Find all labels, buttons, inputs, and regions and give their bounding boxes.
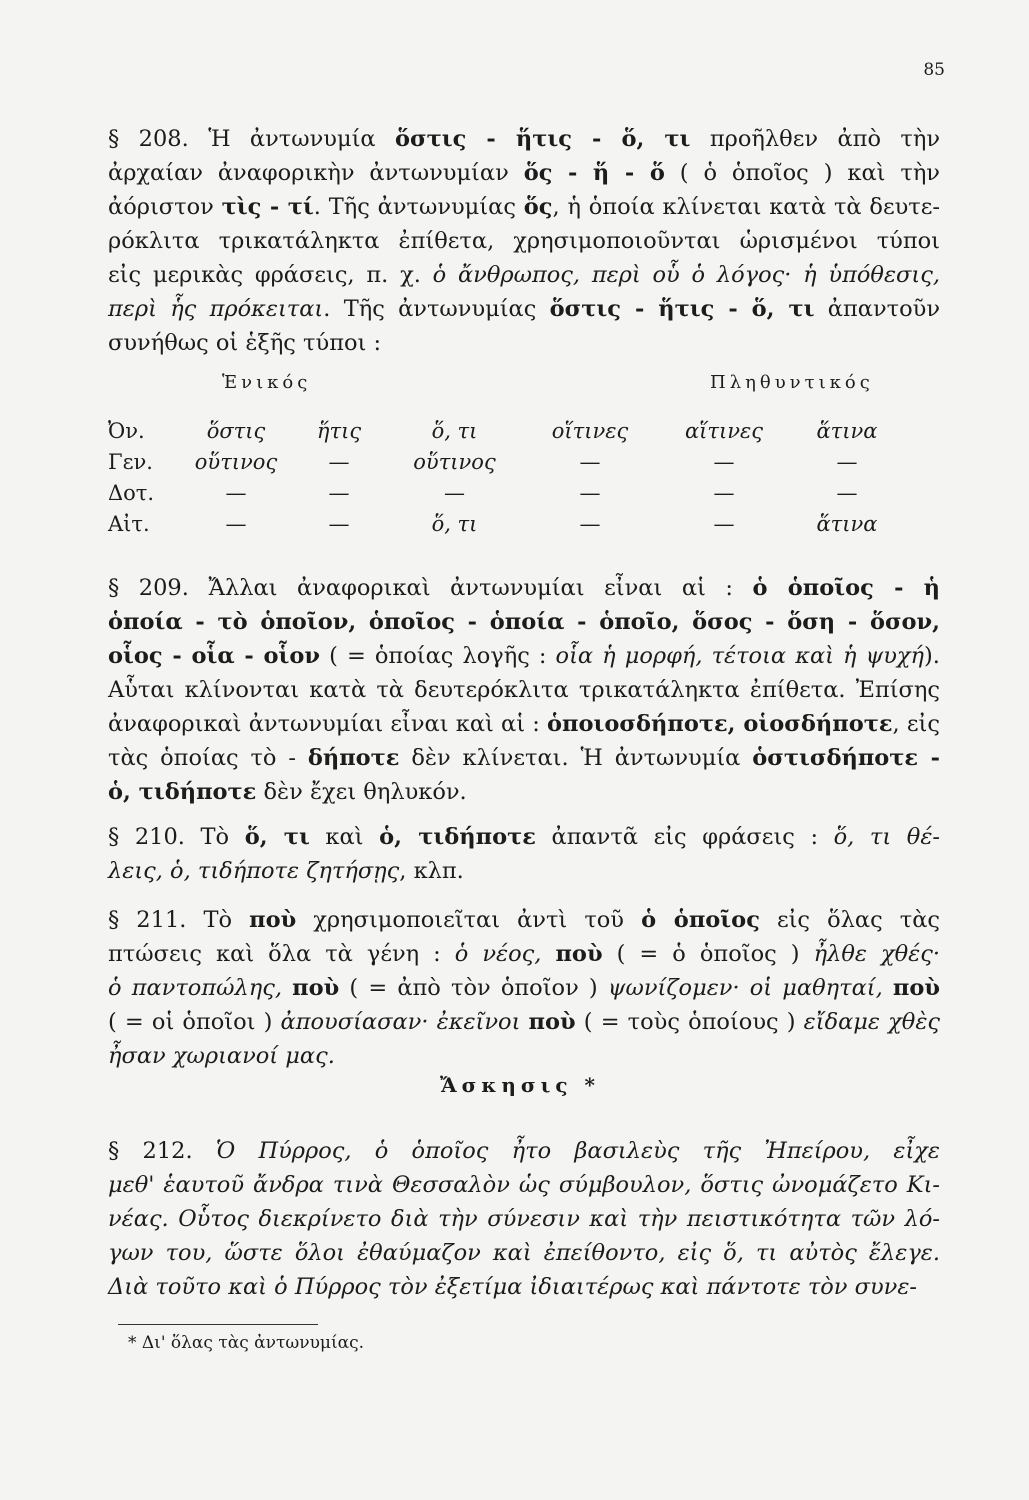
declension-table — [108, 412, 905, 536]
text-line — [108, 156, 940, 190]
declension-cell: ἅτινα — [816, 419, 878, 443]
declension-cell: — — [225, 512, 247, 536]
bold-term: ὅστις - ἥτις - ὅ, τι — [395, 126, 691, 152]
italic-example: ὁ νέος, — [454, 941, 556, 967]
declension-cell: οὕτινος — [194, 450, 278, 474]
italic-example: Διὰ τοῦτο καὶ ὁ Πύρρος τὸν ἐξετίμα ἰδιαιτέρως καὶ πάντοτε τὸν συνε- — [108, 1274, 918, 1300]
declension-cell: — — [328, 450, 350, 474]
declension-cell: — — [713, 512, 735, 536]
text-line — [108, 326, 940, 360]
declension-cell: ὅ, τι — [431, 512, 478, 536]
italic-example: ἦλθε χθές· — [813, 941, 940, 967]
text-segment: § 210. — [108, 824, 201, 850]
text-segment: , εἰς — [892, 711, 940, 737]
text-line — [108, 224, 940, 258]
text-segment: Αὗται κλίνονται κατὰ τὰ δευτερόκλιτα τρικατάληκτα ἐπίθετα. Ἐπίσης — [108, 677, 940, 703]
text-segment: τὰς ὁποίας τὸ - — [108, 745, 308, 771]
declension-cell: αἵτινες — [684, 419, 764, 443]
text-segment: χρησιμοποιεῖται ἀντὶ τοῦ — [296, 907, 642, 933]
italic-example: λεις, ὁ, τιδήποτε ζητήσῃς — [108, 858, 400, 884]
bold-term: οἷος - οἷα - οἷον — [108, 643, 321, 669]
text-segment: εἰς μερικὰς φράσεις, π. χ. — [108, 262, 433, 288]
text-segment: ἀπαντοῦν — [814, 296, 940, 322]
bold-term: ὅστις - ἥτις - ὅ, τι — [549, 296, 815, 322]
text-segment: § 208. — [108, 126, 209, 152]
declension-cell: — — [579, 512, 601, 536]
italic-example: ἦσαν χωριανοί μας. — [108, 1043, 335, 1069]
declension-cell: οὕτινος — [413, 450, 496, 474]
text-segment: § 212. — [108, 1138, 216, 1164]
text-segment: . Τῆς ἀντωνυμίας — [323, 296, 550, 322]
declension-cell: — — [579, 481, 601, 505]
text-segment: ( = τοὺς ὁποίους ) — [575, 1009, 804, 1035]
text-line — [108, 1039, 940, 1073]
declension-cell: — — [328, 512, 350, 536]
text-segment: ἀρχαίαν ἀναφορικὴν ἀντωνυμίαν — [108, 160, 524, 186]
text-line — [108, 1236, 940, 1270]
text-segment: , κλπ. — [399, 858, 464, 884]
case-label: Γεν. — [108, 450, 153, 474]
text-line — [108, 1202, 940, 1236]
declension-cell: — — [836, 450, 858, 474]
text-segment: ( = ἀπὸ τὸν ὁποῖον ) — [339, 975, 608, 1001]
text-line — [108, 292, 940, 326]
text-segment: ). — [924, 643, 940, 669]
text-line — [108, 605, 940, 639]
text-line — [108, 190, 940, 224]
bold-term: ποὺ — [555, 941, 603, 967]
exercise-heading: Ἄσκησις * — [440, 1073, 600, 1097]
case-label: Αἰτ. — [108, 512, 150, 536]
case-label: Δοτ. — [108, 481, 155, 505]
text-segment: , ἡ ὁποία κλίνεται κατὰ τὰ δευτε- — [552, 194, 941, 220]
italic-example: ὁ παντοπώλης, — [108, 975, 293, 1001]
text-segment: πτώσεις καὶ ὅλα τὰ γένη : — [108, 941, 455, 967]
bold-term: ποὺ — [528, 1009, 576, 1035]
bold-term: ὅ, τι — [244, 824, 310, 850]
italic-example: εἴδαμε χθὲς — [803, 1009, 940, 1035]
section-209 — [108, 571, 940, 809]
text-segment: ἀναφορικαὶ ἀντωνυμίαι εἶναι καὶ αἱ : — [108, 711, 548, 737]
text-segment: ( = οἱ ὁποῖοι ) — [108, 1009, 281, 1035]
bold-term: ὁ, τιδήποτε — [379, 824, 536, 850]
text-line — [108, 971, 940, 1005]
text-line — [108, 1134, 940, 1168]
text-line — [108, 1005, 940, 1039]
bold-term: ποὺ — [249, 907, 297, 933]
bold-term: ὁ ὁποῖος — [641, 907, 760, 933]
italic-example: περὶ ἧς πρόκειται — [108, 296, 324, 322]
text-line — [108, 1168, 940, 1202]
bold-term: τὶς - τί — [221, 194, 314, 220]
text-segment: συνήθως οἱ ἑξῆς τύποι : — [108, 330, 382, 356]
bold-term: ὅς — [523, 194, 553, 220]
declension-row — [108, 505, 905, 536]
declension-cell: ὅ, τι — [431, 419, 478, 443]
declension-row — [108, 412, 905, 443]
section-212 — [108, 1134, 940, 1304]
text-line — [108, 903, 940, 937]
footnote: * Δι' ὅλας τὰς ἀντωνυμίας. — [128, 1333, 365, 1353]
text-segment: § 209. — [108, 575, 209, 601]
text-segment: ἀόριστον — [108, 194, 222, 220]
bold-term: δήποτε — [307, 745, 400, 771]
text-segment: δὲν ἔχει θηλυκόν. — [256, 779, 467, 805]
singular-header: Ἑνικός — [222, 372, 312, 393]
italic-example: ὁ ἄνθρωπος, περὶ οὗ ὁ λόγος· ἡ ὑπόθεσις, — [432, 262, 940, 288]
text-segment: Τὸ — [200, 824, 245, 850]
declension-cell: ὅστις — [206, 419, 266, 443]
text-line — [108, 854, 940, 888]
text-segment: Ἄλλαι ἀναφορικαὶ ἀντωνυμίαι εἶναι αἱ : — [208, 575, 753, 601]
text-line — [108, 571, 940, 605]
italic-example: ἀπουσίασαν· ἐκεῖνοι — [280, 1009, 529, 1035]
declension-row — [108, 474, 905, 505]
bold-term: ποὺ — [292, 975, 340, 1001]
page-number: 85 — [923, 60, 945, 80]
declension-cell: — — [579, 450, 601, 474]
text-line — [108, 639, 940, 673]
italic-example: Ὁ Πύρρος, ὁ ὁποῖος ἦτο βασιλεὺς τῆς Ἠπείρου, εἶχε — [215, 1138, 940, 1164]
italic-example: νέας. Οὗτος διεκρίνετο διὰ τὴν σύνεσιν καὶ τὴν πειστικότητα τῶν λό- — [108, 1206, 940, 1232]
italic-example: μεθ' ἑαυτοῦ ἄνδρα τινὰ Θεσσαλὸν ὡς σύμβουλον, ὅστις ὠνομάζετο Κι- — [108, 1172, 940, 1198]
text-line — [108, 937, 940, 971]
section-211 — [108, 903, 940, 1073]
text-line — [108, 122, 940, 156]
section-210 — [108, 820, 940, 888]
text-segment: ( = ὁ ὁποῖος ) — [602, 941, 814, 967]
text-segment: καὶ — [309, 824, 380, 850]
declension-cell: — — [225, 481, 247, 505]
plural-header: Πληθυντικός — [710, 372, 874, 393]
text-segment: προῆλθεν ἀπὸ τὴν — [690, 126, 941, 152]
bold-term: ποὺ — [892, 975, 940, 1001]
text-line — [108, 673, 940, 707]
declension-cell: — — [836, 481, 858, 505]
declension-cell: — — [713, 450, 735, 474]
text-line — [108, 741, 940, 775]
text-line — [108, 820, 940, 854]
text-segment: ρόκλιτα τρικατάληκτα ἐπίθετα, χρησιμοποιοῦνται ὡρισμένοι τύποι — [108, 228, 940, 254]
declension-cell: — — [713, 481, 735, 505]
text-line — [108, 707, 940, 741]
text-segment: ( ὁ ὁποῖος ) καὶ τὴν — [664, 160, 940, 186]
declension-cell: οἵτινες — [551, 419, 629, 443]
bold-term: ὁποιοσδήποτε, οἱοσδήποτε — [547, 711, 893, 737]
declension-cell: ἅτινα — [816, 512, 878, 536]
declension-cell: — — [328, 481, 350, 505]
italic-example: οἷα ἡ μορφή, τέτοια καὶ ἡ ψυχή — [555, 643, 925, 669]
text-segment: Ἡ ἀντωνυμία — [208, 126, 396, 152]
text-line — [108, 775, 940, 809]
declension-cell: — — [444, 481, 465, 505]
bold-term: ὅς - ἥ - ὅ — [523, 160, 665, 186]
italic-example: γων του, ὥστε ὅλοι ἐθαύμαζον καὶ ἐπείθοντο, εἰς ὅ, τι αὐτὸς ἔλεγε. — [108, 1240, 940, 1266]
text-segment: ( = ὁποίας λογῆς : — [320, 643, 556, 669]
text-line — [108, 1270, 940, 1304]
declension-row — [108, 443, 905, 474]
text-segment: ἀπαντᾶ εἰς φράσεις : — [535, 824, 834, 850]
declension-cell: ἥτις — [316, 419, 362, 443]
case-label: Ὀν. — [108, 419, 145, 443]
bold-term: ὁ ὁποῖος - ἡ — [752, 575, 940, 601]
text-segment: εἰς ὅλας τὰς — [759, 907, 940, 933]
footnote-rule — [118, 1324, 318, 1325]
section-208 — [108, 122, 940, 360]
text-line — [108, 258, 940, 292]
bold-term: ὁ, τιδήποτε — [108, 779, 257, 805]
text-segment: § 211. — [108, 907, 204, 933]
italic-example: ὅ, τι θέ- — [833, 824, 941, 850]
text-segment: Τὸ — [203, 907, 250, 933]
bold-term: ὁστισδήποτε - — [752, 745, 940, 771]
text-segment: δὲν κλίνεται. Ἡ ἀντωνυμία — [399, 745, 753, 771]
bold-term: ὁποία - τὸ ὁποῖον, ὁποῖος - ὁποία - ὁποῖο, ὅσος - ὅση - ὅσον, — [108, 609, 940, 635]
text-segment: . Τῆς ἀντωνυμίας — [313, 194, 524, 220]
italic-example: ψωνίζομεν· οἱ μαθηταί, — [607, 975, 893, 1001]
